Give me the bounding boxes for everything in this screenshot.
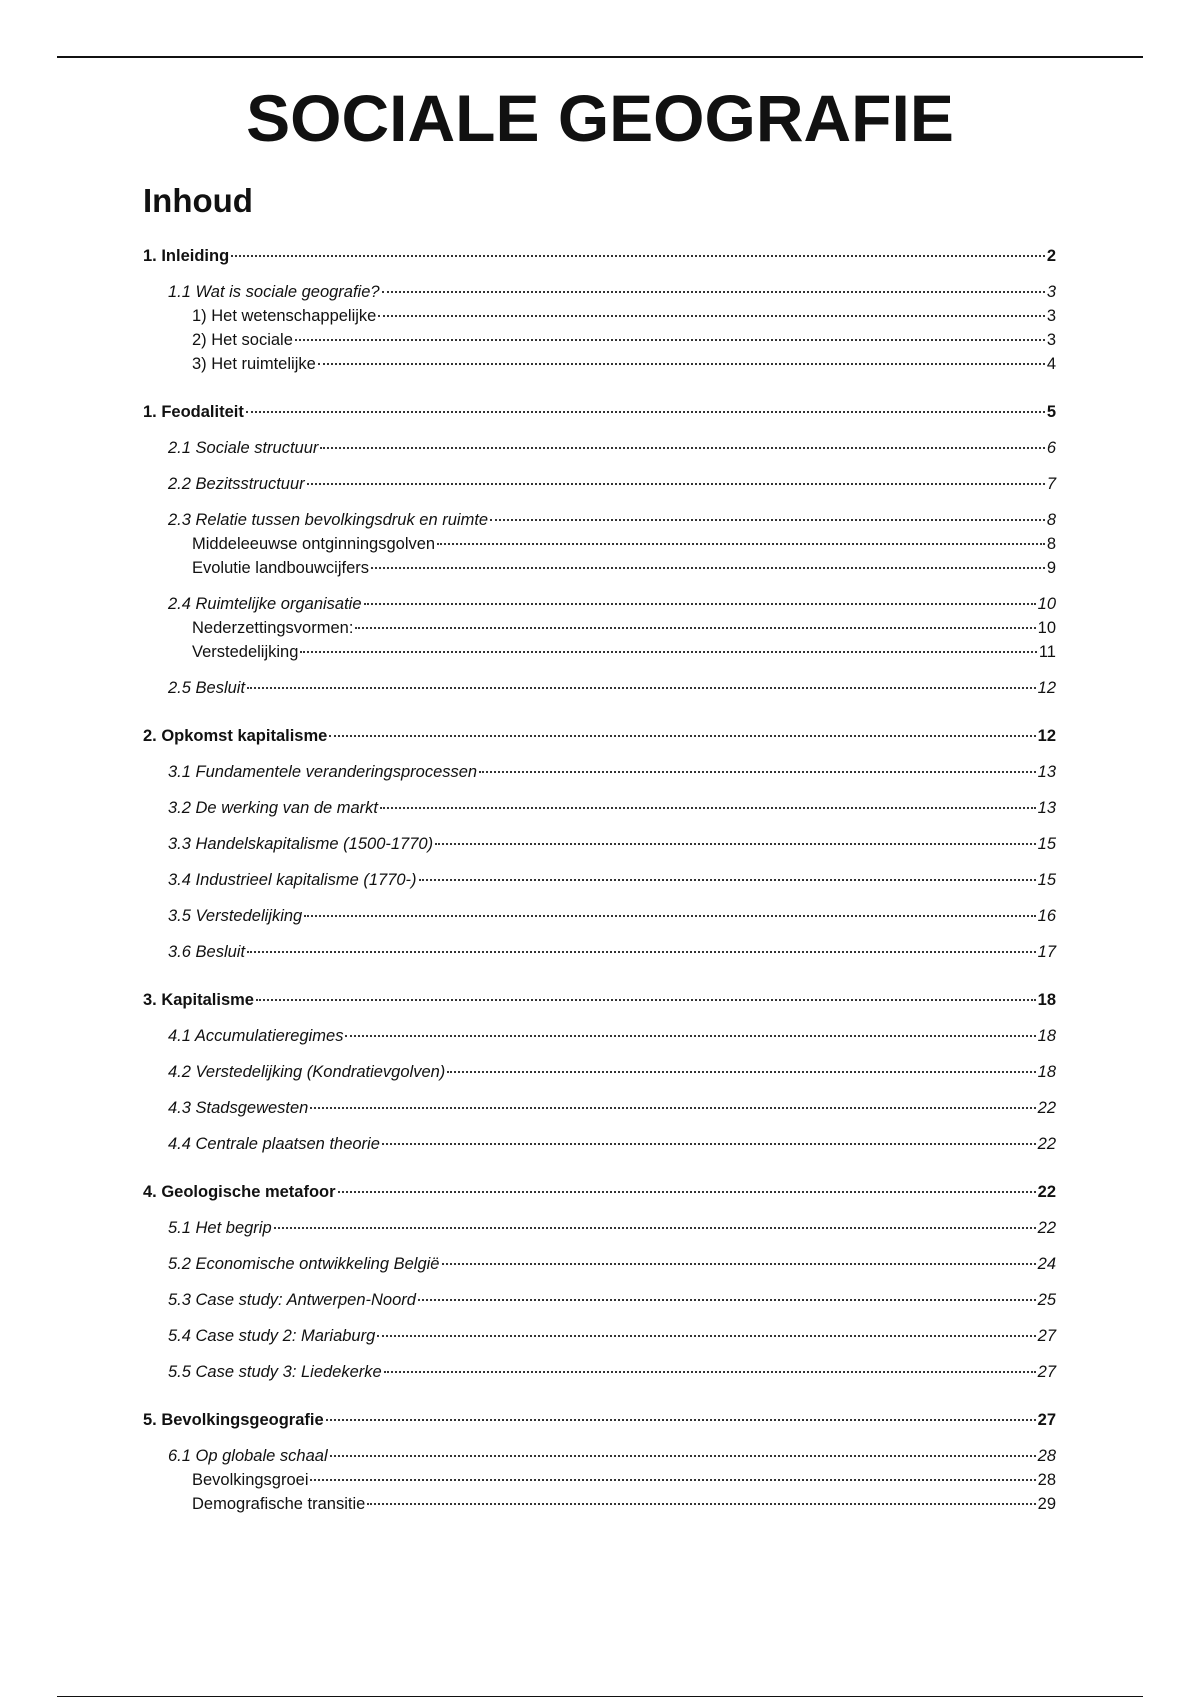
toc-entry-page-number: 2 xyxy=(1046,247,1056,265)
toc-entry-label: Middeleeuwse ontginningsgolven xyxy=(192,535,436,553)
toc-entry-page-number: 3 xyxy=(1046,307,1056,325)
toc-entry-label: 2.4 Ruimtelijke organisatie xyxy=(168,595,362,613)
toc-entry-label: 2.5 Besluit xyxy=(168,679,246,697)
toc-entry-page-number: 27 xyxy=(1037,1363,1056,1381)
toc-entry-page-number: 28 xyxy=(1037,1447,1056,1465)
toc-entry-label: 5.3 Case study: Antwerpen-Noord xyxy=(168,1291,416,1309)
toc-entry-level-2[interactable] xyxy=(143,472,1056,496)
toc-dot-leader xyxy=(318,363,1045,365)
toc-entry-page-number: 27 xyxy=(1037,1411,1056,1429)
toc-entry-label: 2.1 Sociale structuur xyxy=(168,439,319,457)
toc-entry-page-number: 8 xyxy=(1046,511,1056,529)
toc-dot-leader xyxy=(380,807,1036,809)
toc-dot-leader xyxy=(338,1191,1036,1193)
toc-entry-page-number: 10 xyxy=(1037,595,1056,613)
toc-dot-leader xyxy=(300,651,1036,653)
toc-entry-label: Demografische transitie xyxy=(192,1495,366,1513)
toc-dot-leader xyxy=(447,1071,1035,1073)
toc-entry-page-number: 16 xyxy=(1037,907,1056,925)
toc-entry-label: 2.2 Bezitsstructuur xyxy=(168,475,305,493)
toc-dot-leader xyxy=(256,999,1036,1001)
toc-entry-label: 3) Het ruimtelijke xyxy=(192,355,316,373)
toc-entry-level-2[interactable] xyxy=(143,832,1056,856)
toc-entry-label: 3.1 Fundamentele veranderingsprocessen xyxy=(168,763,478,781)
toc-entry-level-2[interactable] xyxy=(143,904,1056,928)
toc-entry-level-3[interactable] xyxy=(143,1492,1056,1516)
toc-entry-label: Nederzettingsvormen: xyxy=(192,619,354,637)
toc-entry-page-number: 15 xyxy=(1037,871,1056,889)
toc-entry-level-3[interactable] xyxy=(143,532,1056,556)
toc-dot-leader xyxy=(329,735,1035,737)
toc-entry-label: 4.3 Stadsgewesten xyxy=(168,1099,309,1117)
toc-entry-level-3[interactable] xyxy=(143,1468,1056,1492)
toc-entry-level-1[interactable] xyxy=(143,988,1056,1012)
toc-entry-level-2[interactable] xyxy=(143,436,1056,460)
toc-dot-leader xyxy=(246,411,1045,413)
toc-entry-page-number: 12 xyxy=(1037,727,1056,745)
toc-entry-label: 5.5 Case study 3: Liedekerke xyxy=(168,1363,382,1381)
toc-entry-page-number: 18 xyxy=(1037,1063,1056,1081)
toc-entry-page-number: 22 xyxy=(1037,1099,1056,1117)
toc-entry-level-1[interactable] xyxy=(143,1408,1056,1432)
toc-entry-label: 1. Feodaliteit xyxy=(143,403,244,421)
toc-dot-leader xyxy=(437,543,1045,545)
toc-dot-leader xyxy=(320,447,1044,449)
toc-entry-page-number: 12 xyxy=(1037,679,1056,697)
toc-entry-page-number: 10 xyxy=(1037,619,1056,637)
toc-dot-leader xyxy=(419,879,1036,881)
toc-entry-level-3[interactable] xyxy=(143,556,1056,580)
toc-entry-page-number: 3 xyxy=(1046,283,1056,301)
toc-entry-page-number: 4 xyxy=(1046,355,1056,373)
toc-entry-page-number: 6 xyxy=(1046,439,1056,457)
toc-entry-page-number: 27 xyxy=(1037,1327,1056,1345)
toc-entry-level-3[interactable] xyxy=(143,352,1056,376)
toc-dot-leader xyxy=(418,1299,1036,1301)
toc-dot-leader xyxy=(435,843,1036,845)
toc-dot-leader xyxy=(377,1335,1035,1337)
toc-entry-page-number: 24 xyxy=(1037,1255,1056,1273)
toc-entry-page-number: 18 xyxy=(1037,991,1056,1009)
toc-entry-page-number: 15 xyxy=(1037,835,1056,853)
toc-dot-leader xyxy=(355,627,1035,629)
toc-entry-page-number: 28 xyxy=(1037,1471,1056,1489)
toc-entry-level-2[interactable] xyxy=(143,1216,1056,1240)
toc-entry-page-number: 5 xyxy=(1046,403,1056,421)
toc-dot-leader xyxy=(364,603,1036,605)
toc-entry-page-number: 11 xyxy=(1038,643,1056,661)
toc-entry-level-2[interactable] xyxy=(143,1060,1056,1084)
toc-dot-leader xyxy=(326,1419,1036,1421)
toc-entry-level-2[interactable] xyxy=(143,1444,1056,1468)
toc-entry-label: 6.1 Op globale schaal xyxy=(168,1447,328,1465)
toc-entry-page-number: 25 xyxy=(1037,1291,1056,1309)
toc-entry-page-number: 13 xyxy=(1037,763,1056,781)
table-of-contents xyxy=(143,244,1056,1516)
toc-dot-leader xyxy=(345,1035,1035,1037)
toc-entry-label: 4.4 Centrale plaatsen theorie xyxy=(168,1135,380,1153)
toc-entry-label: 4.1 Accumulatieregimes xyxy=(168,1027,344,1045)
toc-entry-level-1[interactable] xyxy=(143,244,1056,268)
toc-entry-label: 4. Geologische metafoor xyxy=(143,1183,336,1201)
toc-entry-label: Evolutie landbouwcijfers xyxy=(192,559,370,577)
toc-entry-level-3[interactable] xyxy=(143,616,1056,640)
toc-entry-page-number: 8 xyxy=(1046,535,1056,553)
toc-entry-label: 2) Het sociale xyxy=(192,331,293,349)
toc-dot-leader xyxy=(384,1371,1036,1373)
toc-entry-level-3[interactable] xyxy=(143,640,1056,664)
toc-entry-label: 1) Het wetenschappelijke xyxy=(192,307,377,325)
toc-entry-level-2[interactable] xyxy=(143,1288,1056,1312)
toc-entry-level-1[interactable] xyxy=(143,724,1056,748)
toc-dot-leader xyxy=(274,1227,1036,1229)
toc-entry-label: 3.6 Besluit xyxy=(168,943,246,961)
toc-dot-leader xyxy=(231,255,1045,257)
toc-entry-label: 5.2 Economische ontwikkeling België xyxy=(168,1255,440,1273)
toc-entry-label: 3.2 De werking van de markt xyxy=(168,799,379,817)
toc-entry-label: 3. Kapitalisme xyxy=(143,991,254,1009)
toc-entry-label: Verstedelijking xyxy=(192,643,299,661)
toc-entry-label: 1.1 Wat is sociale geografie? xyxy=(168,283,380,301)
toc-entry-page-number: 13 xyxy=(1037,799,1056,817)
toc-entry-label: 3.3 Handelskapitalisme (1500-1770) xyxy=(168,835,434,853)
toc-entry-level-3[interactable] xyxy=(143,304,1056,328)
toc-entry-level-2[interactable] xyxy=(143,760,1056,784)
toc-dot-leader xyxy=(490,519,1045,521)
toc-entry-level-2[interactable] xyxy=(143,868,1056,892)
toc-entry-label: 5.4 Case study 2: Mariaburg xyxy=(168,1327,376,1345)
toc-dot-leader xyxy=(442,1263,1036,1265)
toc-entry-level-3[interactable] xyxy=(143,328,1056,352)
toc-dot-leader xyxy=(304,915,1035,917)
toc-dot-leader xyxy=(307,483,1045,485)
toc-dot-leader xyxy=(330,1455,1036,1457)
toc-entry-page-number: 22 xyxy=(1037,1135,1056,1153)
toc-dot-leader xyxy=(247,951,1036,953)
toc-entry-level-2[interactable] xyxy=(143,1096,1056,1120)
toc-entry-level-2[interactable] xyxy=(143,1132,1056,1156)
toc-entry-label: 2. Opkomst kapitalisme xyxy=(143,727,328,745)
toc-entry-level-1[interactable] xyxy=(143,400,1056,424)
toc-dot-leader xyxy=(382,1143,1036,1145)
toc-entry-level-2[interactable] xyxy=(143,508,1056,532)
toc-entry-label: 3.4 Industrieel kapitalisme (1770-) xyxy=(168,871,417,889)
toc-entry-label: 3.5 Verstedelijking xyxy=(168,907,303,925)
toc-entry-page-number: 9 xyxy=(1046,559,1056,577)
toc-entry-page-number: 22 xyxy=(1037,1219,1056,1237)
toc-entry-page-number: 3 xyxy=(1046,331,1056,349)
toc-entry-level-2[interactable] xyxy=(143,1024,1056,1048)
toc-entry-label: 2.3 Relatie tussen bevolkingsdruk en ruimte xyxy=(168,511,489,529)
toc-entry-level-2[interactable] xyxy=(143,796,1056,820)
toc-dot-leader xyxy=(479,771,1036,773)
bottom-rule xyxy=(57,1696,1143,1697)
toc-entry-page-number: 22 xyxy=(1037,1183,1056,1201)
toc-dot-leader xyxy=(295,339,1045,341)
toc-entry-level-2[interactable] xyxy=(143,280,1056,304)
toc-dot-leader xyxy=(310,1479,1035,1481)
toc-entry-level-2[interactable] xyxy=(143,1324,1056,1348)
toc-dot-leader xyxy=(378,315,1044,317)
toc-dot-leader xyxy=(367,1503,1035,1505)
toc-entry-page-number: 7 xyxy=(1046,475,1056,493)
toc-entry-level-1[interactable] xyxy=(143,1180,1056,1204)
toc-heading: Inhoud xyxy=(143,182,253,219)
toc-dot-leader xyxy=(382,291,1045,293)
document-title: SOCIALE GEOGRAFIE xyxy=(246,81,954,155)
top-rule xyxy=(57,56,1143,58)
toc-entry-label: 5. Bevolkingsgeografie xyxy=(143,1411,324,1429)
toc-entry-label: 5.1 Het begrip xyxy=(168,1219,272,1237)
toc-dot-leader xyxy=(310,1107,1035,1109)
toc-dot-leader xyxy=(247,687,1036,689)
toc-entry-level-2[interactable] xyxy=(143,940,1056,964)
toc-entry-level-2[interactable] xyxy=(143,1252,1056,1276)
toc-entry-level-2[interactable] xyxy=(143,676,1056,700)
toc-dot-leader xyxy=(371,567,1045,569)
toc-entry-level-2[interactable] xyxy=(143,1360,1056,1384)
toc-entry-level-2[interactable] xyxy=(143,592,1056,616)
toc-entry-page-number: 29 xyxy=(1037,1495,1056,1513)
toc-entry-label: Bevolkingsgroei xyxy=(192,1471,309,1489)
toc-entry-page-number: 18 xyxy=(1037,1027,1056,1045)
toc-entry-label: 1. Inleiding xyxy=(143,247,230,265)
toc-entry-label: 4.2 Verstedelijking (Kondratievgolven) xyxy=(168,1063,446,1081)
toc-entry-page-number: 17 xyxy=(1037,943,1056,961)
